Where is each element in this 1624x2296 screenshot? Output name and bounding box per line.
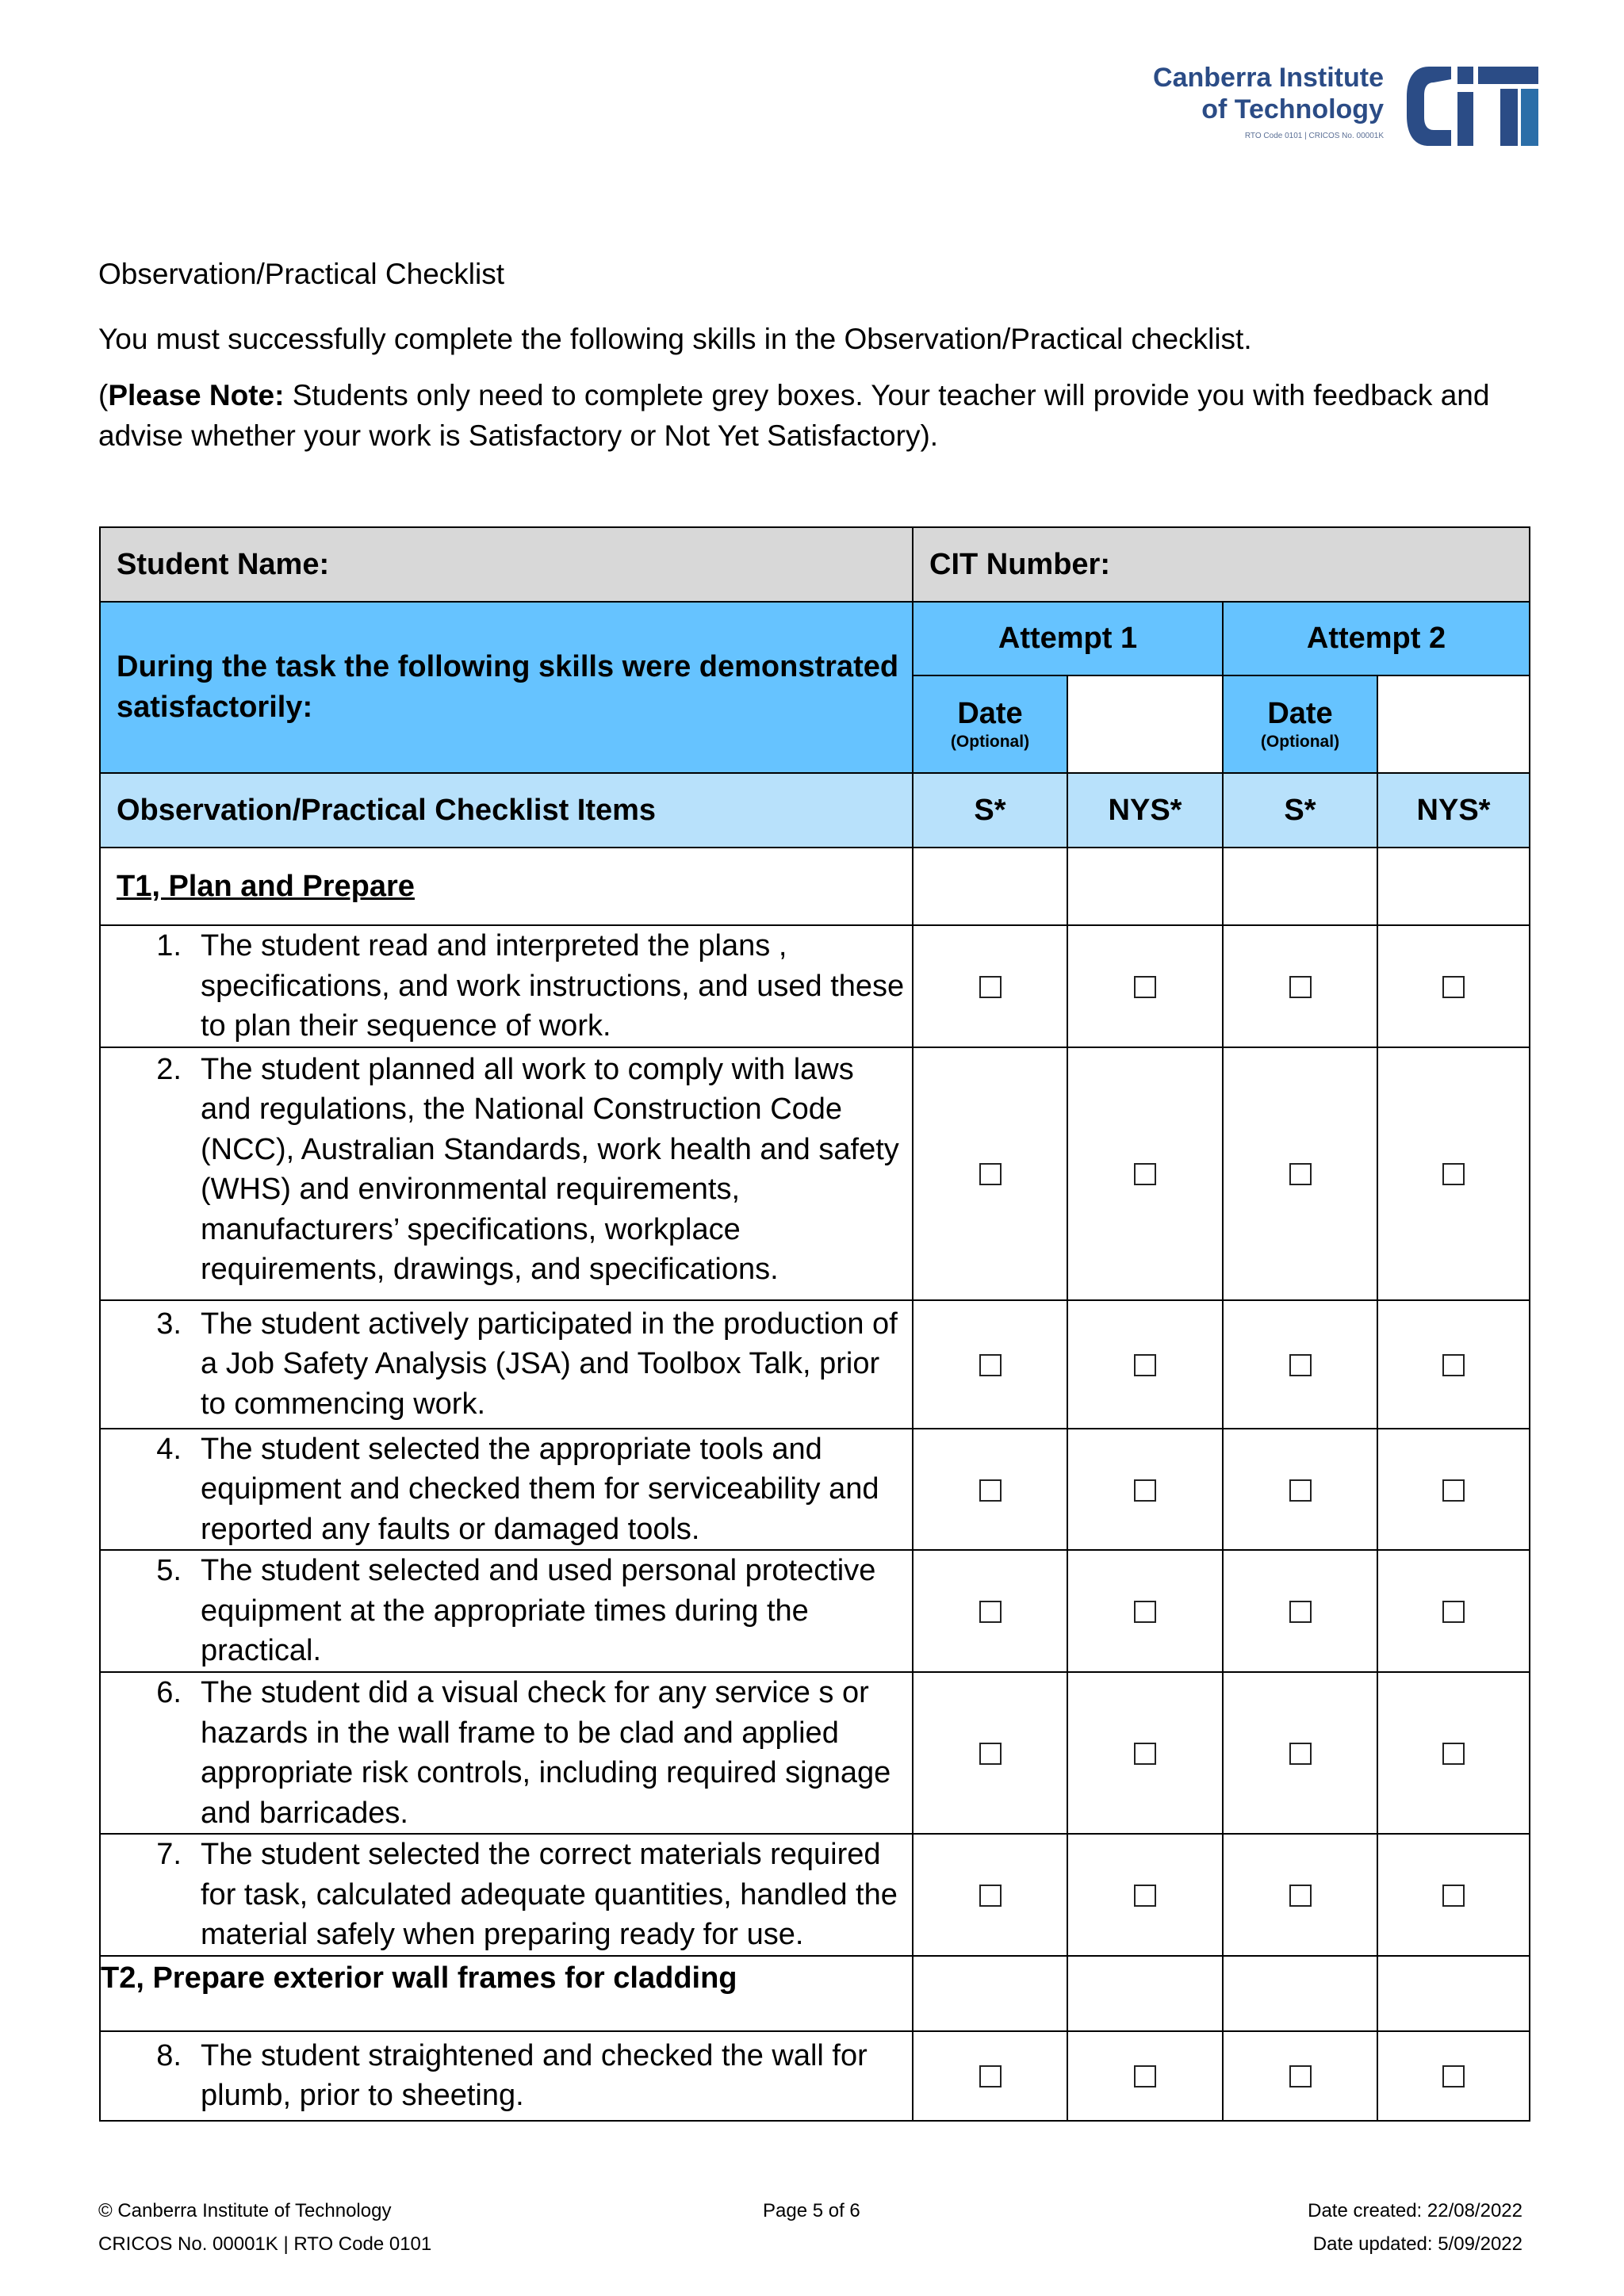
item-number: 8. — [156, 2038, 182, 2072]
item-number: 7. — [156, 1838, 182, 1871]
checkbox-icon[interactable] — [1442, 1743, 1465, 1765]
checkbox-icon[interactable] — [979, 1354, 1002, 1376]
checkbox-icon[interactable] — [1134, 1163, 1156, 1185]
checkbox-icon[interactable] — [1442, 2065, 1465, 2087]
item-number: 6. — [156, 1676, 182, 1709]
table-row — [100, 925, 1530, 1047]
item-text: The student selected the appropriate tools and equipment and checked them for serviceability and reported any faults or damaged tools. — [201, 1432, 879, 1546]
note-body: Students only need to complete grey boxes. Your teacher will provide you with feedback and — [284, 379, 1490, 411]
cit-logo — [1142, 62, 1538, 155]
checkbox-icon[interactable] — [1134, 2065, 1156, 2087]
items-header: Observation/Practical Checklist Items — [100, 773, 913, 848]
table-row — [100, 1834, 1530, 1956]
note-open: ( — [98, 379, 109, 411]
footer-cricos: CRICOS No. 00001K | RTO Code 0101 — [98, 2233, 432, 2255]
attempt1-header: Attempt 1 — [913, 602, 1223, 675]
table-row — [100, 1047, 1530, 1300]
attempt2-date-label: Date (Optional) — [1223, 675, 1377, 773]
checkbox-icon[interactable] — [1442, 1479, 1465, 1502]
footer-date-created: Date created: 22/08/2022 — [1308, 2200, 1522, 2221]
checkbox-icon[interactable] — [1289, 2065, 1312, 2087]
checkbox-icon[interactable] — [1134, 1601, 1156, 1623]
table-row — [100, 2031, 1530, 2121]
item-number: 5. — [156, 1554, 182, 1588]
attempt1-nys-header: NYS* — [1067, 773, 1223, 848]
attempt1-date-label: Date (Optional) — [913, 675, 1067, 773]
table-row — [100, 1429, 1530, 1551]
student-name-cell[interactable] — [100, 527, 913, 602]
checkbox-icon[interactable] — [1134, 1885, 1156, 1907]
cit-number-label: CIT Number: — [929, 547, 1110, 581]
section-t1: T1, Plan and Prepare — [100, 848, 913, 925]
checklist-table — [99, 526, 1530, 2122]
logo-line2: of Technology — [1201, 94, 1384, 124]
attempt1-s-header: S* — [913, 773, 1067, 848]
checkbox-icon[interactable] — [1134, 1479, 1156, 1502]
footer-copyright: © Canberra Institute of Technology — [98, 2200, 392, 2221]
checkbox-icon[interactable] — [1442, 1601, 1465, 1623]
checkbox-icon[interactable] — [979, 1163, 1002, 1185]
checkbox-icon[interactable] — [1442, 1354, 1465, 1376]
checkbox-icon[interactable] — [1289, 1743, 1312, 1765]
checkbox-icon[interactable] — [979, 1885, 1002, 1907]
checkbox-icon[interactable] — [979, 976, 1002, 998]
item-number: 2. — [156, 1052, 182, 1086]
instruction-text: You must successfully complete the following skills in the Observation/Practical checklist. — [98, 323, 1252, 355]
checkbox-icon[interactable] — [1289, 1354, 1312, 1376]
checkbox-icon[interactable] — [1289, 1163, 1312, 1185]
item-text: The student planned all work to comply with laws and regulations, the National Construction Code (NCC), Australian Standards, work health and safety (WHS) and environmental requirements, manufacturers’ specifications, workplace requirements, drawings, and specifications. — [201, 1052, 899, 1286]
item-number: 1. — [156, 929, 182, 962]
cit-logo-icon — [1405, 65, 1538, 147]
attempt2-nys-header: NYS* — [1377, 773, 1530, 848]
checkbox-icon[interactable] — [979, 1743, 1002, 1765]
table-row — [100, 1300, 1530, 1429]
attempt2-s-header: S* — [1223, 773, 1377, 848]
checkbox-icon[interactable] — [1289, 1601, 1312, 1623]
cit-number-cell[interactable] — [913, 527, 1530, 602]
attempt2-header: Attempt 2 — [1223, 602, 1530, 675]
checkbox-icon[interactable] — [1442, 1163, 1465, 1185]
attempt1-date-field[interactable] — [1067, 675, 1223, 773]
checkbox-icon[interactable] — [1134, 1354, 1156, 1376]
item-text: The student read and interpreted the plans , specifications, and work instructions, and used these to plan their sequence of work. — [201, 929, 905, 1043]
note-label: Please Note: — [108, 379, 285, 411]
item-text: The student straightened and checked the wall for plumb, prior to sheeting. — [201, 2038, 868, 2112]
checkbox-icon[interactable] — [1134, 976, 1156, 998]
checkbox-icon[interactable] — [1289, 1885, 1312, 1907]
note-paragraph — [98, 375, 1526, 456]
attempt2-date-field[interactable] — [1377, 675, 1530, 773]
item-text: The student selected and used personal protective equipment at the appropriate times during the practical. — [201, 1554, 876, 1668]
item-text: The student did a visual check for any service s or hazards in the wall frame to be clad and applied appropriate risk controls, including required signage and barricades. — [201, 1676, 891, 1830]
checkbox-icon[interactable] — [1289, 1479, 1312, 1502]
checkbox-icon[interactable] — [1289, 976, 1312, 998]
checkbox-icon[interactable] — [979, 2065, 1002, 2087]
skills-header: During the task the following skills were demonstrated satisfactorily: — [100, 602, 913, 773]
student-name-label: Student Name: — [117, 547, 330, 581]
page-title: Observation/Practical Checklist — [98, 258, 505, 290]
checkbox-icon[interactable] — [979, 1479, 1002, 1502]
item-text: The student actively participated in the production of a Job Safety Analysis (JSA) and Toolbox Talk, prior to commencing work. — [201, 1307, 898, 1421]
item-text: The student selected the correct materials required for task, calculated adequate quantities, handled the material safely when preparing ready for use. — [201, 1838, 898, 1951]
item-number: 3. — [156, 1307, 182, 1341]
section-t2: T2, Prepare exterior wall frames for cladding — [100, 1956, 913, 2031]
logo-line1: Canberra Institute — [1153, 63, 1384, 93]
footer-page-number: Page 5 of 6 — [763, 2200, 860, 2221]
table-row — [100, 1550, 1530, 1672]
item-number: 4. — [156, 1432, 182, 1466]
checkbox-icon[interactable] — [1442, 976, 1465, 998]
note-line2: advise whether your work is Satisfactory or Not Yet Satisfactory). — [98, 419, 939, 452]
logo-small-text: RTO Code 0101 | CRICOS No. 00001K — [1244, 132, 1384, 140]
footer-date-updated: Date updated: 5/09/2022 — [1312, 2233, 1522, 2255]
checkbox-icon[interactable] — [1134, 1743, 1156, 1765]
table-row — [100, 1672, 1530, 1834]
checkbox-icon[interactable] — [979, 1601, 1002, 1623]
checkbox-icon[interactable] — [1442, 1885, 1465, 1907]
